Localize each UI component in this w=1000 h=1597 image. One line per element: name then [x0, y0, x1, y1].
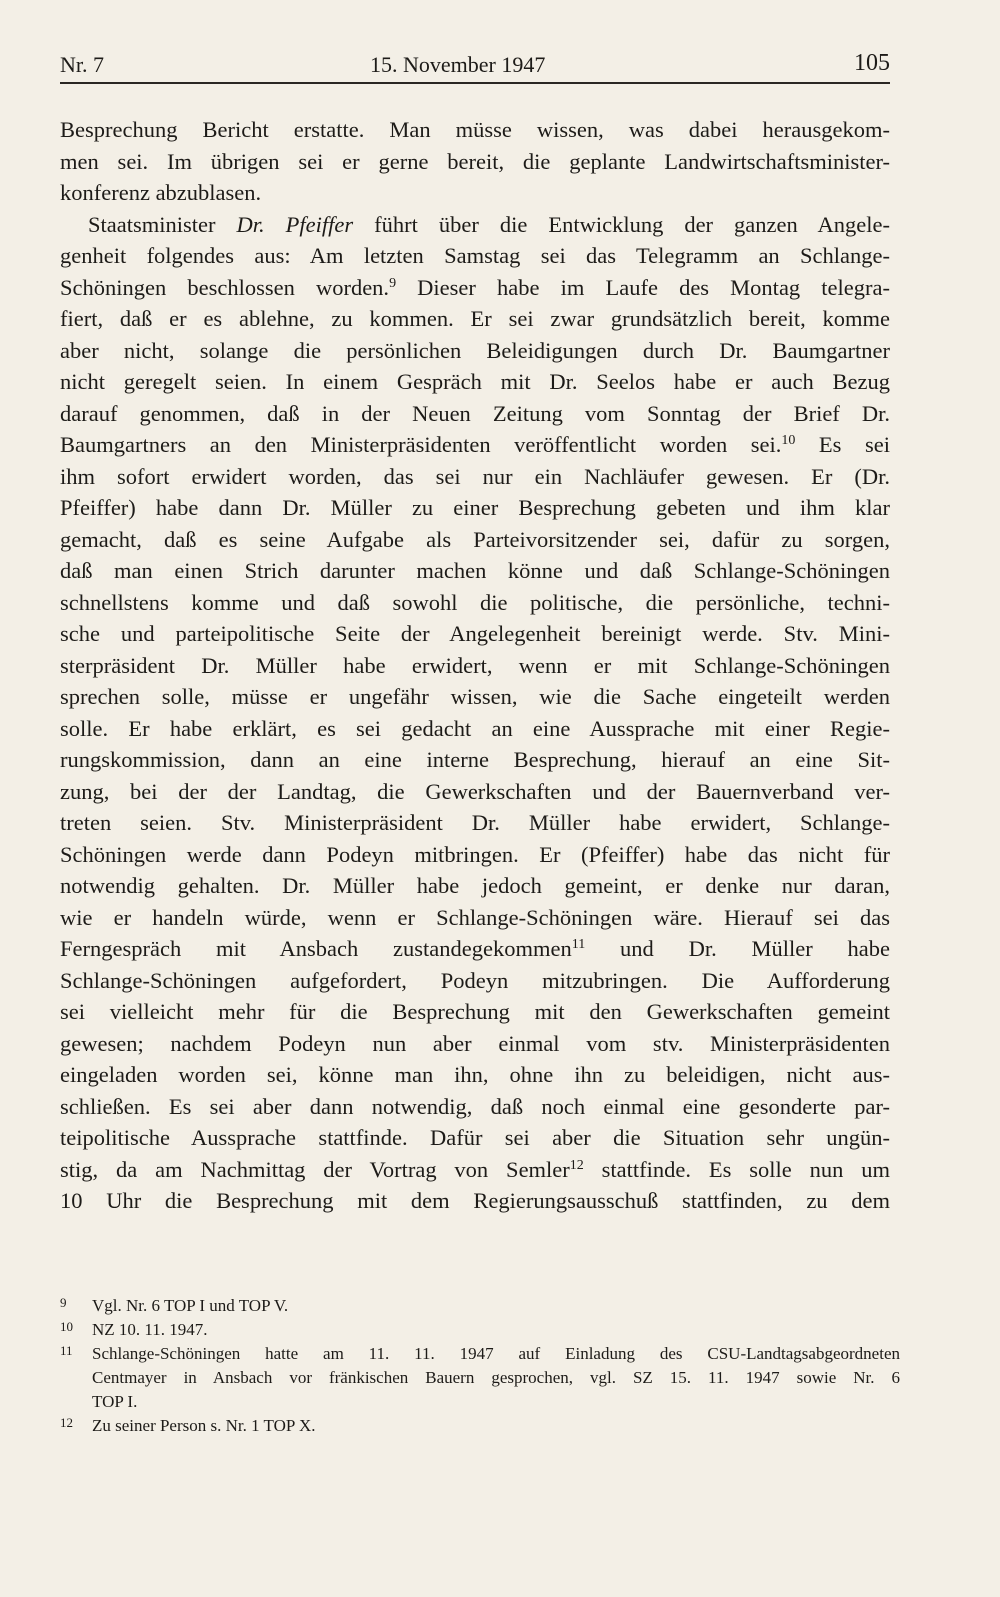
footnote-text: Vgl. Nr. 6 TOP I und TOP V. — [92, 1296, 289, 1315]
footnote-number: 10 — [60, 1319, 73, 1334]
text-line — [60, 209, 890, 241]
footnote-number: 9 — [60, 1295, 67, 1310]
footnote-11 — [60, 1342, 900, 1414]
text-line: schnellstens komme und daß sowohl die politische, die persönliche, techni- — [60, 589, 890, 615]
text-line: notwendig gehalten. Dr. Müller habe jedoch gemeint, er denke nur daran, — [60, 873, 890, 898]
footnote-ref-12[interactable]: 12 — [569, 1157, 584, 1173]
text-segment: Staatsminister — [88, 211, 237, 237]
text-line: treten seien. Stv. Ministerpräsident Dr. Müller habe erwidert, Schlange- — [60, 810, 890, 835]
footnote-text: Centmayer in Ansbach vor fränkischen Bauern gesprochen, vgl. SZ 15. 11. 1947 sowie Nr. 6 — [92, 1368, 900, 1387]
text-line: nicht geregelt seien. In einem Gespräch mit Dr. Seelos habe er auch Bezug — [60, 369, 890, 394]
footnote-ref-11[interactable]: 11 — [571, 937, 586, 952]
footnote-12 — [60, 1414, 900, 1438]
text-segment: Es sei — [795, 432, 890, 457]
text-segment: stig, da am Nachmittag der Vortrag von Semler — [60, 1156, 570, 1182]
page-header — [60, 48, 890, 84]
footnote-ref-10[interactable]: 10 — [781, 433, 796, 448]
text-line — [60, 429, 890, 461]
footnotes — [60, 1294, 900, 1438]
footnote-text: Schlange-Schöningen hatte am 11. 11. 1947 auf Einladung des CSU-Landtagsabgeordneten — [92, 1344, 900, 1363]
footnote-text: NZ 10. 11. 1947. — [92, 1320, 208, 1339]
text-segment: Schöningen beschlossen worden. — [60, 274, 390, 300]
text-line: darauf genommen, daß in der Neuen Zeitung vom Sonntag der Brief Dr. — [60, 400, 890, 426]
text-line: ihm sofort erwidert worden, das sei nur ein Nachläufer gewesen. Er (Dr. — [60, 463, 890, 489]
header-date: 15. November 1947 — [370, 52, 546, 77]
text-line: sche und parteipolitische Seite der Angelegenheit bereinigt werde. Stv. Mini- — [60, 621, 890, 646]
footnote-10 — [60, 1318, 900, 1342]
text-line: daß man einen Strich darunter machen könne und daß Schlange-Schöningen — [60, 558, 890, 583]
footnote-9 — [60, 1294, 900, 1318]
text-line: genheit folgendes aus: Am letzten Samstag sei das Telegramm an Schlange- — [60, 243, 890, 268]
speaker-name: Dr. Pfeiffer — [236, 211, 354, 237]
text-line — [60, 272, 890, 304]
text-line: men sei. Im übrigen sei er gerne bereit, die geplante Landwirtschaftsminister- — [60, 148, 890, 174]
text-line: rungskommission, dann an eine interne Besprechung, hierauf an eine Sit- — [60, 747, 890, 772]
footnote-text: TOP I. — [92, 1392, 138, 1411]
text-line: Besprechung Bericht erstatte. Man müsse wissen, was dabei herausgekom- — [60, 117, 890, 142]
text-segment: Baumgartners an den Ministerpräsidenten veröffentlicht worden sei. — [60, 432, 782, 457]
text-line: aber nicht, solange die persönlichen Beleidigungen durch Dr. Baumgartner — [60, 337, 890, 363]
text-line — [60, 933, 890, 965]
footnote-number: 11 — [60, 1343, 73, 1358]
text-line: fiert, daß er es ablehne, zu kommen. Er sei zwar grundsätzlich bereit, komme — [60, 306, 890, 331]
text-line: konferenz abzublasen. — [60, 180, 262, 205]
text-line: sterpräsident Dr. Müller habe erwidert, wenn er mit Schlange-Schöningen — [60, 652, 890, 678]
page-number: 105 — [854, 50, 890, 76]
text-line: zung, bei der der Landtag, die Gewerkschaften und der Bauernverband ver- — [60, 778, 890, 804]
text-line: solle. Er habe erklärt, es sei gedacht an eine Aussprache mit einer Regie- — [60, 715, 890, 741]
text-segment: Dieser habe im Laufe des Montag telegra- — [396, 274, 890, 300]
text-line: eingeladen worden sei, könne man ihn, ohne ihn zu beleidigen, nicht aus- — [60, 1062, 890, 1087]
body-text — [60, 114, 890, 1217]
footnote-text: Zu seiner Person s. Nr. 1 TOP X. — [92, 1416, 316, 1435]
text-line: sei vielleicht mehr für die Besprechung mit den Gewerkschaften gemeint — [60, 999, 890, 1024]
text-line: sprechen solle, müsse er ungefähr wissen, wie die Sache eingeteilt werden — [60, 684, 890, 709]
document-number: Nr. 7 — [60, 52, 104, 77]
text-segment: Ferngespräch mit Ansbach zustandegekommen — [60, 936, 572, 961]
text-line: gewesen; nachdem Podeyn nun aber einmal vom stv. Ministerpräsidenten — [60, 1030, 890, 1056]
text-line: teipolitische Aussprache stattfinde. Dafür sei aber die Situation sehr ungün- — [60, 1125, 890, 1150]
text-segment: stattfinde. Es solle nun um — [583, 1156, 890, 1182]
text-line: Schöningen werde dann Podeyn mitbringen. Er (Pfeiffer) habe das nicht für — [60, 841, 890, 867]
text-line: 10 Uhr die Besprechung mit dem Regierungsausschuß stattfinden, zu dem — [60, 1188, 890, 1213]
text-line: Pfeiffer) habe dann Dr. Müller zu einer Besprechung gebeten und ihm klar — [60, 495, 890, 520]
footnote-number: 12 — [60, 1415, 73, 1430]
text-segment: führt über die Entwicklung der ganzen Angele- — [353, 211, 890, 237]
text-line: schließen. Es sei aber dann notwendig, daß noch einmal eine gesonderte par- — [60, 1093, 890, 1119]
text-segment: und Dr. Müller habe — [585, 936, 890, 961]
text-line: gemacht, daß es seine Aufgabe als Parteivorsitzender sei, dafür zu sorgen, — [60, 526, 890, 552]
text-line: wie er handeln würde, wenn er Schlange-Schöningen wäre. Hierauf sei das — [60, 904, 890, 930]
text-line — [60, 1154, 890, 1186]
footnote-ref-9[interactable]: 9 — [389, 275, 397, 291]
text-line: Schlange-Schöningen aufgefordert, Podeyn mitzubringen. Die Aufforderung — [60, 967, 890, 993]
